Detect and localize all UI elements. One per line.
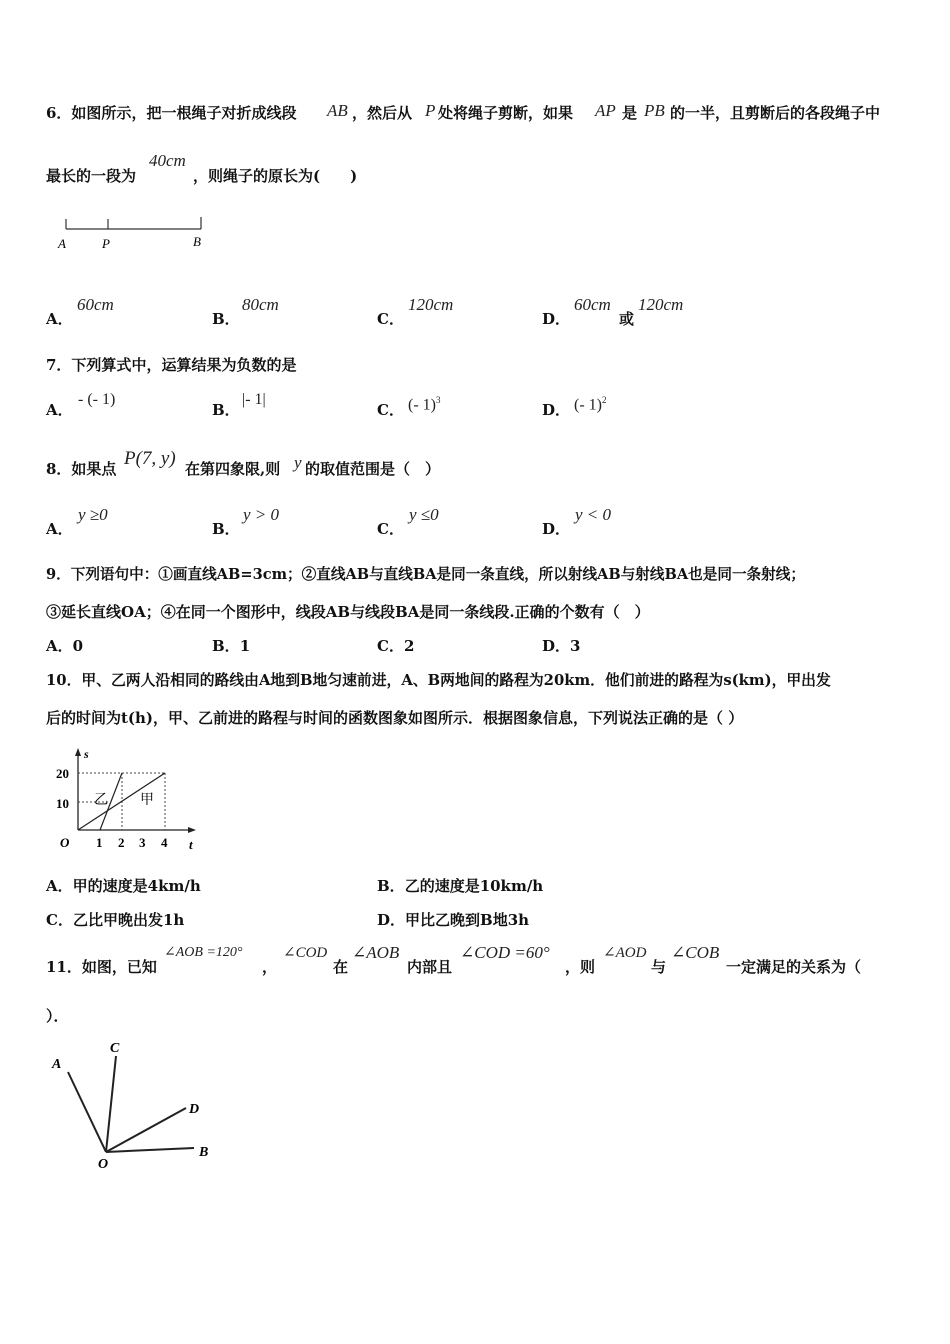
q11-in: 在 xyxy=(333,958,349,976)
q6-ab: AB xyxy=(327,101,348,120)
x-tick-1: 1 xyxy=(96,835,103,850)
q9-b-letter: B． xyxy=(212,637,240,655)
q6-option-d-value: 60cm xyxy=(574,295,611,314)
ray-ob xyxy=(106,1148,194,1152)
q10-a-letter: A． xyxy=(46,877,73,895)
label-c: C xyxy=(110,1041,120,1056)
q7-option-a-value: - (- 1) xyxy=(78,391,116,408)
q7-c-base: (- 1) xyxy=(408,396,436,414)
label-b: B xyxy=(193,234,201,249)
q7-option-d-value xyxy=(574,391,606,414)
q8-option-a-letter: A． xyxy=(46,520,73,538)
q9-option-d xyxy=(542,637,580,655)
q10-graph xyxy=(50,746,210,854)
q9-option-c xyxy=(377,637,414,655)
q6-option-a-value: 60cm xyxy=(77,295,114,314)
q6-text-g: ，则绳子的原长为( ) xyxy=(193,167,358,185)
q8-text-a: 8．如果点 xyxy=(46,460,117,478)
q11-then: ，则 xyxy=(565,958,596,976)
q11-cob: ∠COB xyxy=(671,943,720,962)
q11-cod-60: ∠COD =60° xyxy=(460,943,550,962)
q10-a-value: 甲的速度是4km/h xyxy=(72,877,201,895)
q6-option-d-value2: 120cm xyxy=(638,295,684,314)
y-axis-label: s xyxy=(84,747,89,761)
q10-b-value: 乙的速度是10km/h xyxy=(404,877,544,895)
y-axis-arrow xyxy=(75,748,81,756)
q7-d-exp: 2 xyxy=(601,395,607,405)
q7-option-a-letter: A． xyxy=(46,401,73,419)
q9-line2: ③延长直线OA；④在同一个图形中，线段AB与线段BA是同一条线段.正确的个数有（ ） xyxy=(46,603,650,621)
q6-option-a-letter: A． xyxy=(46,310,73,328)
q11-text-a: 11．如图，已知 xyxy=(46,958,157,976)
q7-option-c-letter: C． xyxy=(377,401,404,419)
label-d: D xyxy=(189,1102,200,1117)
q9-option-b xyxy=(212,637,250,655)
x-tick-4: 4 xyxy=(161,835,168,850)
q7-text: 7．下列算式中，运算结果为负数的是 xyxy=(46,356,297,374)
q7-option-c-value xyxy=(408,391,440,414)
y-tick-10: 10 xyxy=(56,796,69,811)
q10-c-value: 乙比甲晚出发1h xyxy=(72,911,185,929)
q6-option-b-letter: B． xyxy=(212,310,240,328)
q6-text-c: 处将绳子剪断，如果 xyxy=(438,104,574,122)
q9-a-letter: A． xyxy=(46,637,73,655)
q9-b-value: 1 xyxy=(239,637,251,655)
q11-and: 与 xyxy=(651,958,667,976)
q8-option-a-value: y ≥0 xyxy=(78,505,108,524)
q11-aob-120: ∠AOB =120° xyxy=(164,945,243,960)
ray-oc xyxy=(106,1056,116,1152)
q9-option-a xyxy=(46,637,83,655)
label-a: A xyxy=(58,236,66,251)
q7-option-b-letter: B． xyxy=(212,401,240,419)
q7-d-base: (- 1) xyxy=(574,396,602,414)
q6-option-c-value: 120cm xyxy=(408,295,454,314)
q11-aod: ∠AOD xyxy=(603,945,647,961)
q6-option-d-letter: D． xyxy=(542,310,571,328)
q6-p: P xyxy=(425,101,436,120)
ray-oa xyxy=(68,1072,106,1152)
q7-c-exp: 3 xyxy=(435,395,441,405)
q10-option-d xyxy=(377,911,529,929)
q6-text-d: 是 xyxy=(622,104,638,122)
series-jia-label: 甲 xyxy=(140,792,154,808)
q8-text-c: 的取值范围是（ ） xyxy=(305,460,441,478)
q8-y: y xyxy=(294,453,302,472)
q11-tail: 一定满足的关系为（ xyxy=(726,958,862,976)
q6-text-b: ，然后从 xyxy=(352,104,413,122)
q9-line1: 9．下列语句中：①画直线AB=3cm；②直线AB与直线BA是同一条直线，所以射线AB与射线BA也是同一条射线； xyxy=(46,566,805,583)
q8-option-b-value: y > 0 xyxy=(243,505,280,524)
q11-aob: ∠AOB xyxy=(352,943,400,962)
q9-c-value: 2 xyxy=(403,637,415,655)
q10-c-letter: C． xyxy=(46,911,73,929)
y-tick-20: 20 xyxy=(56,766,69,781)
q10-d-value: 甲比乙晚到B地3h xyxy=(405,911,530,929)
q6-pb: PB xyxy=(644,101,665,120)
q11-comma: ， xyxy=(262,958,278,976)
x-axis-arrow xyxy=(188,827,196,833)
q7-option-d-letter: D． xyxy=(542,401,571,419)
q8-option-d-value: y < 0 xyxy=(575,505,612,524)
q9-d-letter: D． xyxy=(542,637,571,655)
q6-option-d-or: 或 xyxy=(619,310,635,328)
q6-ap: AP xyxy=(595,101,616,120)
q11-inside: 内部且 xyxy=(407,958,453,976)
q6-option-b-value: 80cm xyxy=(242,295,279,314)
q6-text-a: 6．如图所示，把一根绳子对折成线段 xyxy=(46,104,297,122)
q6-segment-figure xyxy=(52,212,212,254)
series-yi-label: 乙 xyxy=(94,792,108,808)
q9-c-letter: C． xyxy=(377,637,404,655)
q8-point: P(7, y) xyxy=(124,448,176,469)
q8-option-b-letter: B． xyxy=(212,520,240,538)
q10-option-c xyxy=(46,911,184,929)
q10-b-letter: B． xyxy=(377,877,405,895)
x-tick-2: 2 xyxy=(118,835,125,850)
label-o: O xyxy=(98,1157,109,1172)
ray-od xyxy=(106,1108,186,1152)
q10-option-b xyxy=(377,877,543,895)
label-a: A xyxy=(52,1057,62,1072)
x-tick-3: 3 xyxy=(139,835,146,850)
q8-text-b: 在第四象限,则 xyxy=(185,460,281,478)
q10-option-a xyxy=(46,877,201,895)
x-axis-label: t xyxy=(189,837,193,852)
q8-option-d-letter: D． xyxy=(542,520,571,538)
q8-option-c-letter: C． xyxy=(377,520,404,538)
q6-option-c-letter: C． xyxy=(377,310,404,328)
q7-option-b-value: |- 1| xyxy=(242,391,266,408)
q9-a-value: 0 xyxy=(72,637,84,655)
label-p: P xyxy=(102,236,110,251)
q10-line1: 10．甲、乙两人沿相同的路线由A地到B地匀速前进，A、B两地间的路程为20km．他们前进的路程为s(km)，甲出发 xyxy=(46,672,831,689)
label-b: B xyxy=(199,1145,209,1160)
q11-line2: ）． xyxy=(46,1007,69,1025)
q6-text-e: 的一半，且剪断后的各段绳子中 xyxy=(670,104,881,122)
q6-length: 40cm xyxy=(149,151,186,170)
q8-option-c-value: y ≤0 xyxy=(409,505,439,524)
q9-d-value: 3 xyxy=(570,637,581,655)
q10-line2: 后的时间为t(h)，甲、乙前进的路程与时间的函数图象如图所示．根据图象信息，下列说法正确的是（ ） xyxy=(46,709,744,727)
q10-d-letter: D． xyxy=(377,911,406,929)
q6-text-f: 最长的一段为 xyxy=(46,167,137,185)
origin-label: O xyxy=(60,835,70,850)
q11-angle-figure xyxy=(46,1036,221,1172)
q11-cod: ∠COD xyxy=(283,945,328,961)
